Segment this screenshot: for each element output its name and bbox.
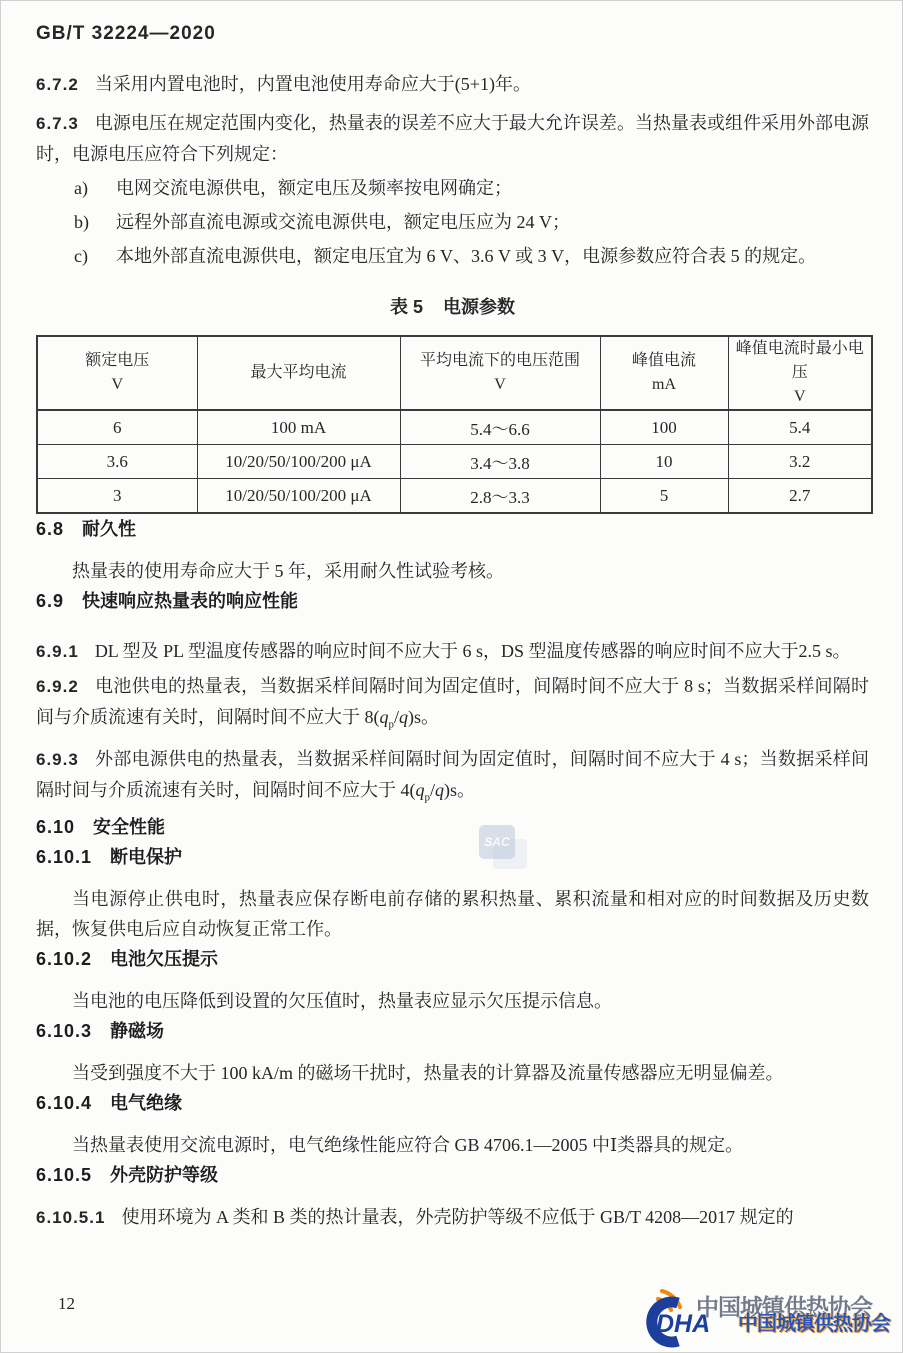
para-6-10-2: 当电池的电压降低到设置的欠压值时，热量表应显示欠压提示信息。 <box>72 991 612 1012</box>
list-item-b <box>36 207 869 237</box>
clause-number: 6.7.2 <box>36 75 79 94</box>
col-header-max-avg-current <box>197 336 400 410</box>
clause-number: 6.9.1 <box>36 642 79 661</box>
cell: 100 <box>600 410 728 445</box>
association-name-front: 中国城镇供热协会 <box>738 1313 890 1335</box>
col-header-label: 峰值电流 <box>631 352 696 369</box>
col-header-label: 平均电流下的电压范围 <box>419 352 580 369</box>
clause-6-7-2 <box>36 69 869 100</box>
clause-6-7-3 <box>36 108 869 169</box>
heading-title: 快速响应热量表的响应性能 <box>82 591 299 611</box>
list-marker: a) <box>74 178 88 198</box>
col-header-unit: mA <box>652 376 676 393</box>
heading-title: 电气绝缘 <box>110 1093 183 1114</box>
clause-6-9-3 <box>36 744 869 813</box>
para-6-10-3: 当受到强度不大于 100 kA/m 的磁场干扰时，热量表的计算器及流量传感器应无明显偏差。 <box>72 1063 784 1084</box>
heading-number: 6.10.1 <box>36 847 93 868</box>
cell: 5.4 <box>728 410 872 445</box>
clause-number: 6.9.3 <box>36 749 79 769</box>
heading-title: 电池欠压提示 <box>110 949 219 970</box>
cell: 5 <box>600 479 728 514</box>
heading-number: 6.10.3 <box>36 1021 93 1042</box>
clause-text: 外部电源供电的热量表，当数据采样间隔时间为固定值时，间隔时间不应大于 4 s；当数据采样间隔时间与介质流速有关时，间隔时间不应大于 $4(q_p/q)s$。 <box>36 748 869 804</box>
clause-text: 电源电压在规定范围内变化，热量表的误差不应大于最大允许误差。当热量表或组件采用外部电源时，电源电压应符合下列规定： <box>36 113 869 164</box>
list-item-c <box>36 241 869 271</box>
clause-text: DL 型及 PL 型温度传感器的响应时间不应大于 6 s，DS 型温度传感器的响应时间不应大于2.5 s。 <box>94 641 851 661</box>
clause-text: 当采用内置电池时，内置电池使用寿命应大于(5+1)年。 <box>94 74 531 94</box>
heating-association-logo <box>634 1281 889 1351</box>
table-caption: 电源参数 <box>443 297 515 317</box>
heading-6-10-4 <box>36 1088 869 1118</box>
heading-title: 断电保护 <box>110 847 183 868</box>
clause-6-9-2 <box>36 671 869 740</box>
heading-title: 耐久性 <box>82 519 137 539</box>
col-header-rated-voltage <box>37 336 197 410</box>
para-6-8: 热量表的使用寿命应大于 5 年，采用耐久性试验考核。 <box>72 561 504 581</box>
sac-watermark: SAC <box>479 825 515 859</box>
cell: 10/20/50/100/200 μA <box>197 445 400 479</box>
heading-6-10-3 <box>36 1016 869 1046</box>
clause-text: 电池供电的热量表，当数据采样间隔时间为固定值时，间隔时间不应大于 8 s；当数据采样间隔时间与介质流速有关时，间隔时间不应大于 $8(q_p/q)s$。 <box>36 676 869 731</box>
heading-number: 6.10.4 <box>36 1093 93 1114</box>
table-header-row <box>37 336 872 410</box>
heading-number: 6.10.5 <box>36 1165 93 1186</box>
heading-title: 安全性能 <box>93 817 166 838</box>
heading-number: 6.9 <box>36 591 65 611</box>
cell: 6 <box>37 410 197 445</box>
heading-6-10 <box>36 812 869 842</box>
table-row <box>37 445 872 479</box>
cell: 3.6 <box>37 445 197 479</box>
heading-number: 6.10 <box>36 817 76 838</box>
cell: 2.7 <box>728 479 872 514</box>
clause-number: 6.10.5.1 <box>36 1208 106 1228</box>
cell: 10 <box>600 445 728 479</box>
cell: 3.4～3.8 <box>400 445 600 479</box>
list-item-text: 本地外部直流电源供电，额定电压宜为 6 V、3.6 V 或 3 V，电源参数应符合表 5 的规定。 <box>116 246 817 266</box>
col-header-label: 额定电压 <box>85 352 150 369</box>
svg-text:DHA: DHA <box>656 1310 711 1338</box>
heading-6-9 <box>36 586 869 616</box>
table-label: 表 5 <box>389 297 423 317</box>
list-marker: c) <box>74 246 88 266</box>
cell: 100 mA <box>197 410 400 445</box>
cell: 2.8～3.3 <box>400 479 600 514</box>
table-5-title <box>36 293 869 319</box>
clause-6-9-1 <box>36 636 869 667</box>
heading-6-8 <box>36 514 869 544</box>
heading-number: 6.8 <box>36 519 65 539</box>
clause-6-10-5-1 <box>36 1202 869 1233</box>
col-header-voltage-range <box>400 336 600 410</box>
heading-title: 静磁场 <box>110 1021 165 1042</box>
cell: 10/20/50/100/200 μA <box>197 479 400 514</box>
col-header-min-voltage-at-peak <box>728 336 872 410</box>
list-item-a <box>36 173 869 203</box>
table-5-power-parameters <box>36 335 873 514</box>
list-item-text: 远程外部直流电源或交流电源供电，额定电压应为 24 V； <box>116 212 570 232</box>
col-header-peak-current <box>600 336 728 410</box>
standard-code: GB/T 32224—2020 <box>36 23 216 44</box>
clause-number: 6.7.3 <box>36 114 79 133</box>
list-marker: b) <box>74 212 89 232</box>
clause-number: 6.9.2 <box>36 677 79 696</box>
clause-text: 使用环境为 A 类和 B 类的热计量表，外壳防护等级不应低于 GB/T 4208—2017 规定的 <box>121 1207 794 1228</box>
col-header-unit: V <box>494 376 506 393</box>
heading-6-10-2 <box>36 944 869 974</box>
list-item-text: 电网交流电源供电，额定电压及频率按电网确定； <box>116 178 512 198</box>
cell: 3.2 <box>728 445 872 479</box>
heading-title: 外壳防护等级 <box>110 1165 219 1186</box>
heading-6-10-1 <box>36 842 869 872</box>
cell: 5.4～6.6 <box>400 410 600 445</box>
cell: 3 <box>37 479 197 514</box>
para-6-10-1: 当电源停止供电时，热量表应保存断电前存储的累积热量、累积流量和相对应的时间数据及历史数据，恢复供电后应自动恢复正常工作。 <box>36 889 869 940</box>
heading-6-10-5 <box>36 1160 869 1190</box>
heading-number: 6.10.2 <box>36 949 93 970</box>
col-header-unit: V <box>793 388 806 405</box>
col-header-label: 最大平均电流 <box>250 364 347 381</box>
association-name-back: 中国城镇供热协会 <box>696 1294 872 1320</box>
page-number: 12 <box>58 1294 75 1313</box>
col-header-unit: V <box>111 376 124 393</box>
table-row <box>37 410 872 445</box>
col-header-label: 峰值电流时最小电压 <box>735 340 864 381</box>
table-row <box>37 479 872 514</box>
para-6-10-4: 当热量表使用交流电源时，电气绝缘性能应符合 GB 4706.1—2005 中Ⅰ类器具的规定。 <box>72 1135 744 1156</box>
